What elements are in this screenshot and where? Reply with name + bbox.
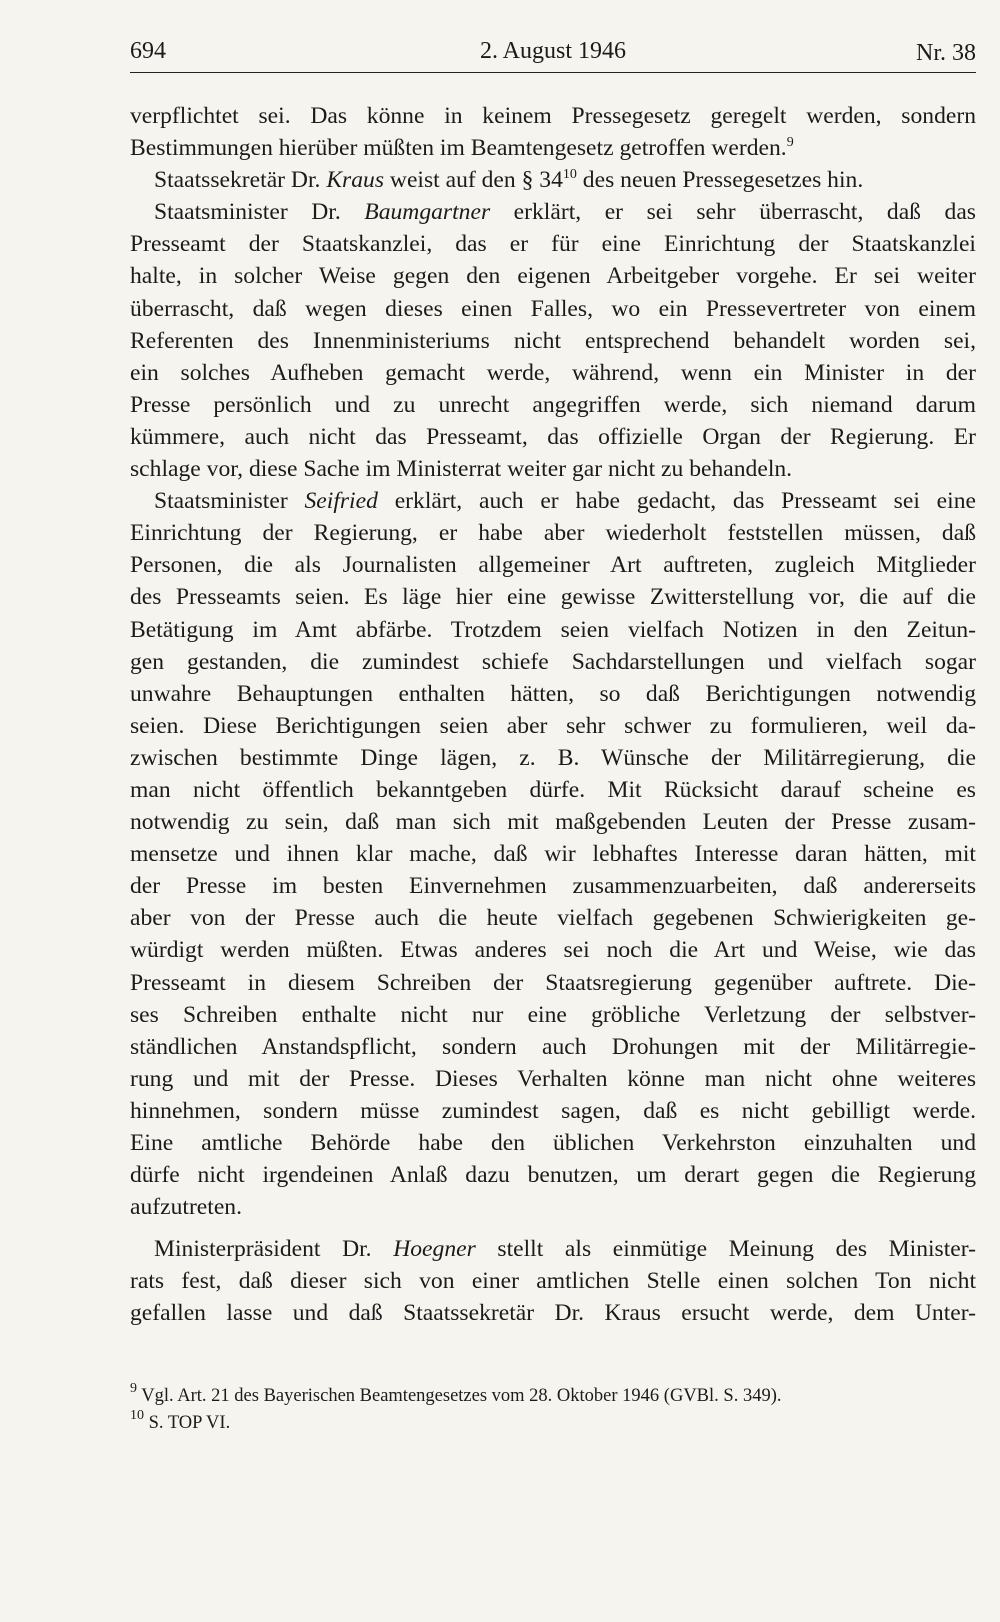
text-line: aber von der Presse auch die heute vielfach gegebenen Schwierigkeiten ge- [130,905,976,932]
text-line: rung und mit der Presse. Dieses Verhalten könne man nicht ohne weiteres [130,1065,976,1092]
footnote-marker: 10 [130,1408,144,1423]
text-line: Staatssekretär Dr. Kraus weist auf den § $34^{10}$ des neuen Pressegesetzes hin. [154,167,864,194]
text-line: notwendig zu sein, daß man sich mit maßgebenden Leuten der Presse zusam- [130,809,976,836]
text-line: überrascht, daß wegen dieses einen Falles, wo ein Pressevertreter von einem [130,295,976,322]
text-line: Bestimmungen hierüber müßten im Beamtengesetz getroffen werden.$^9$ [130,135,794,162]
text-line: würdigt werden müßten. Etwas anderes sei noch die Art und Weise, wie das [130,937,976,964]
speaker-name: Seifried [304,488,378,515]
footnote-text: S. TOP VI. [148,1413,231,1433]
page-number: 694 [130,38,166,64]
header-date: 2. August 1946 [479,38,626,64]
footnotes [130,1383,976,1437]
text-line: ein solches Aufheben gemacht werde, während, wenn ein Minister in der [130,359,976,386]
footnote [130,1410,976,1437]
speaker-name: Hoegner [393,1236,476,1263]
running-header [130,38,976,73]
text-line: schlage vor, diese Sache im Ministerrat weiter gar nicht zu behandeln. [130,456,793,483]
text-line: gen gestanden, die zumindest schiefe Sachdarstellungen und vielfach sogar [130,648,976,675]
speaker-name: Kraus [326,167,385,194]
text-line: dürfe nicht irgendeinen Anlaß dazu benutzen, um derart gegen die Regierung [130,1162,976,1189]
text-line: Ministerpräsident Dr. Hoegner stellt als einmütige Meinung des Minister- [154,1236,977,1263]
text-line: zwischen bestimmte Dinge lägen, z. B. Wünsche der Militärregierung, die [130,744,976,771]
text-line: mensetze und ihnen klar mache, daß wir lebhaftes Interesse daran hätten, mit [130,841,976,868]
main-text [130,100,976,1330]
text-line: Presseamt in diesem Schreiben der Staatsregierung gegenüber auftrete. Die- [130,969,976,996]
text-line: Presseamt der Staatskanzlei, das er für eine Einrichtung der Staatskanzlei [130,231,976,258]
issue-number: Nr. 38 [916,40,976,66]
text-line: Einrichtung der Regierung, er habe aber wiederholt feststellen müssen, daß [130,520,976,547]
footnote [130,1383,976,1410]
text-line: gefallen lasse und daß Staatssekretär Dr. Kraus ersucht werde, dem Unter- [130,1300,976,1327]
text-line: aufzutreten. [130,1194,243,1221]
text-line: rats fest, daß dieser sich von einer amtlichen Stelle einen solchen Ton nicht [130,1268,976,1295]
text-line: der Presse im besten Einvernehmen zusammenzuarbeiten, daß andererseits [130,873,976,900]
text-line: Eine amtliche Behörde habe den üblichen Verkehrston einzuhalten und [130,1130,976,1156]
footnote-text: Vgl. Art. 21 des Bayerischen Beamtengesetzes vom 28. Oktober 1946 (GVBl. S. 349). [141,1386,782,1406]
text-line: man nicht öffentlich bekanntgeben dürfe. Mit Rücksicht darauf scheine es [130,776,976,803]
footnote-reference: 10 [562,167,577,183]
text-line: unwahre Behauptungen enthalten hätten, so daß Berichtigungen notwendig [130,680,976,707]
text-line: Referenten des Innenministeriums nicht entsprechend behandelt worden sei, [130,327,976,354]
text-line: verpflichtet sei. Das könne in keinem Pressegesetz geregelt werden, sondern [130,103,976,129]
text-line: Betätigung im Amt abfärbe. Trotzdem seien vielfach Notizen in den Zeitun- [130,616,976,643]
text-line: Staatsminister Dr. Baumgartner erklärt, er sei sehr überrascht, daß das [154,199,976,226]
text-line: hinnehmen, sondern müsse zumindest sagen, daß es nicht gebilligt werde. [130,1097,976,1124]
paragraph-gap [130,1223,976,1233]
text-line: seien. Diese Berichtigungen seien aber sehr schwer zu formulieren, weil da- [130,712,976,739]
text-line: kümmere, auch nicht das Presseamt, das offizielle Organ der Regierung. Er [130,423,976,450]
text-line: Staatsminister Seifried erklärt, auch er habe gedacht, das Presseamt sei eine [154,488,976,515]
speaker-name: Baumgartner [364,199,491,226]
footnote-marker: 9 [130,1381,137,1396]
footnote-reference: 9 [786,135,794,151]
text-line: halte, in solcher Weise gegen den eigenen Arbeitgeber vorgehe. Er sei weiter [130,263,976,290]
text-line: des Presseamts seien. Es läge hier eine gewisse Zwitterstellung vor, die auf die [130,584,976,611]
text-line: Presse persönlich und zu unrecht angegriffen werde, sich niemand darum [130,391,976,418]
text-line: ständlichen Anstandspflicht, sondern auch Drohungen mit der Militärregie- [130,1033,976,1060]
text-line: Personen, die als Journalisten allgemeiner Art auftreten, zugleich Mitglieder [130,552,976,579]
text-line: ses Schreiben enthalte nicht nur eine gröbliche Verletzung der selbstver- [130,1001,976,1028]
